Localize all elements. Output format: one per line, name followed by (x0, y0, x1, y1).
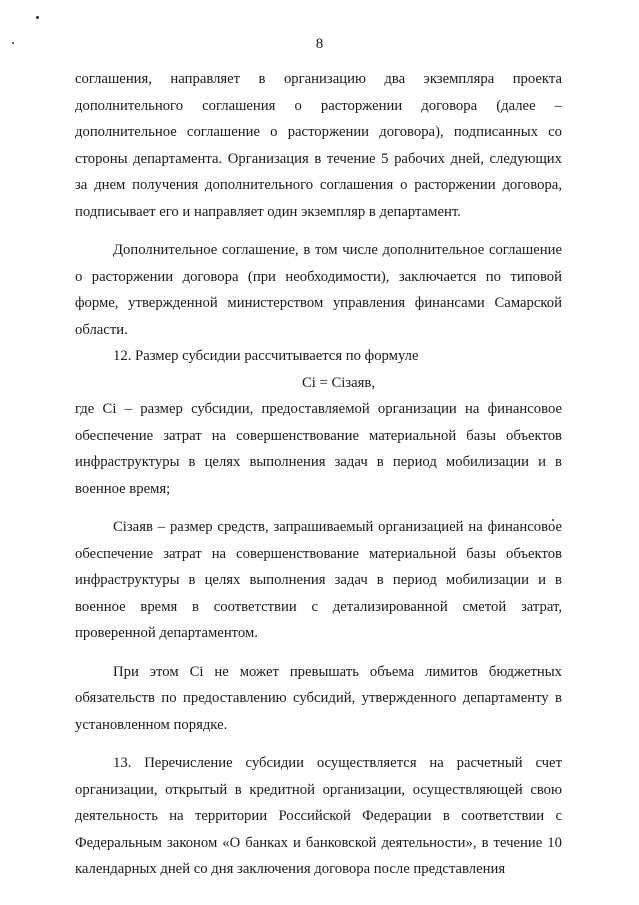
paragraph-ci-definition: где Ci – размер субсидии, предоставляемой организации на финансовое обеспечение затрат на совершенствование материальной базы объектов инфраструктуры в целях выполнения задач в период мобилизации и в военное время; (75, 401, 562, 497)
paragraph-agreement-termination: соглашения, направляет в организацию два экземпляра проекта дополнительного соглашения о расторжении договора (далее – дополнительное соглашение о расторжении договора), подписанных со стороны департамента. Организация в течение 5 рабочих дней, следующих за днем получения дополнительного соглашения о расторжении договора, подписывает его и направляет один экземпляр в департамент. (75, 71, 562, 220)
subsidy-formula: Ci = Ciзаяв, (301, 374, 376, 391)
document-body (75, 66, 562, 883)
paragraph-budget-limit: При этом Ci не может превышать объема лимитов бюджетных обязательств по предоставлению субсидий, утвержденного департаменту в установленном порядке. (75, 663, 562, 733)
scan-speck (36, 16, 39, 19)
page-number: 8 (315, 36, 324, 52)
paragraph-additional-agreement: Дополнительное соглашение, в том числе дополнительное соглашение о расторжении договора (при необходимости), заключается по типовой форме, утвержденной министерством управления финансами Самарской области. (75, 242, 562, 338)
paragraph-subsidy-formula-intro: 12. Размер субсидии рассчитывается по формуле (113, 348, 419, 364)
paragraph-cizayav-definition: Ciзаяв – размер средств, запрашиваемый организацией на финансовое обеспечение затрат на совершенствование материальной базы объектов инфраструктуры в целях выполнения задач в период мобилизации и в военное время в соответствии с детализированной сметой затрат, проверенной департаментом. (75, 519, 562, 641)
paragraph-subsidy-transfer: 13. Перечисление субсидии осуществляется на расчетный счет организации, открытый в кредитной организации, осуществляющей свою деятельность на территории Российской Федерации в соответствии с Федеральным законом «О банках и банковской деятельности», в течение 10 календарных дней со дня заключения договора после представления (75, 755, 562, 877)
